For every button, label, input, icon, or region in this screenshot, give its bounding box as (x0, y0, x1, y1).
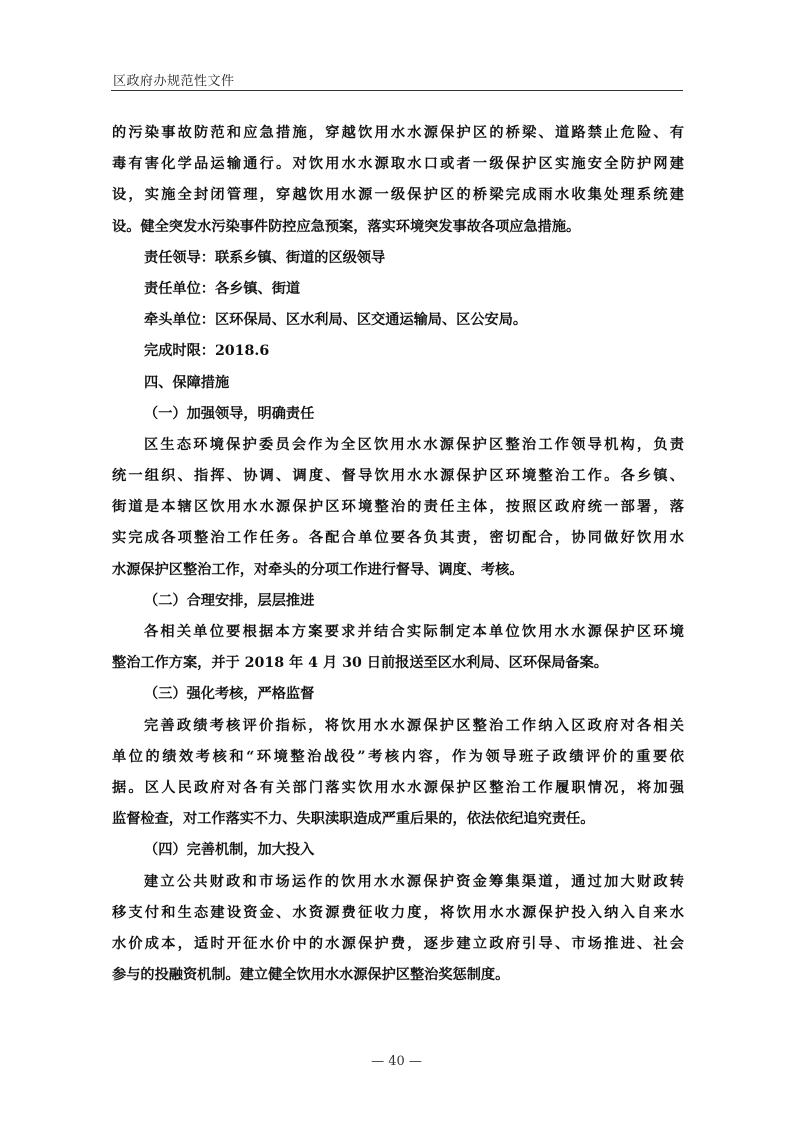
body-line: 统一组织、指挥、协调、调度、督导饮用水水源保护区环境整治工作。各乡镇、 (112, 468, 684, 485)
body-line: 区生态环境保护委员会作为全区饮用水水源保护区整治工作领导机构，负责 (144, 436, 684, 453)
body-line: 水源保护区整治工作，对牵头的分项工作进行督导、调度、考核。 (112, 561, 524, 578)
body-line: 的污染事故防范和应急措施，穿越饮用水水源保护区的桥梁、道路禁止危险、有 (112, 125, 684, 141)
body-line: 完善政绩考核评价指标，将饮用水水源保护区整治工作纳入区政府对各相关 (144, 717, 684, 734)
body-line: 街道是本辖区饮用水水源保护区环境整治的责任主体，按照区政府统一部署，落 (112, 499, 684, 516)
body-line: 设，实施全封闭管理，穿越饮用水源一级保护区的桥梁完成雨水收集处理系统建 (112, 187, 684, 204)
body-line: 责任单位：各乡镇、街道 (144, 280, 301, 297)
body-line: 完成时限：2018.6 (144, 343, 270, 360)
body-line: 整治工作方案，并于 2018 年 4 月 30 日前报送至区水利局、区环保局备案。 (112, 655, 608, 672)
body-line: 责任领导：联系乡镇、街道的区级领导 (144, 249, 386, 266)
body-line: （四）完善机制，加大投入 (144, 842, 315, 859)
body-line: 牵头单位：区环保局、区水利局、区交通运输局、区公安局。 (144, 312, 528, 329)
body-line: （三）强化考核，严格监督 (144, 686, 315, 703)
body-line: 各相关单位要根据本方案要求并结合实际制定本单位饮用水水源保护区环境 (144, 624, 684, 640)
body-line: （二）合理安排，层层推进 (144, 592, 315, 609)
body-line: 毒有害化学品运输通行。对饮用水水源取水口或者一级保护区实施安全防护网建 (112, 156, 684, 173)
header-divider (111, 90, 683, 91)
document-header: 区政府办规范性文件 (113, 74, 235, 89)
page-number: — 40 — (371, 1054, 422, 1069)
body-line: 移支付和生态建设资金、水资源费征收力度，将饮用水水源保护投入纳入自来水 (112, 904, 684, 921)
body-line: （一）加强领导，明确责任 (144, 405, 315, 422)
body-line: 建立公共财政和市场运作的饮用水水源保护资金筹集渠道，通过加大财政转 (144, 873, 684, 890)
body-line: 设。健全突发水污染事件防控应急预案，落实环境突发事故各项应急措施。 (112, 218, 581, 235)
body-line: 实完成各项整治工作任务。各配合单位要各负其责，密切配合，协同做好饮用水 (112, 530, 684, 547)
body-line: 参与的投融资机制。建立健全饮用水水源保护区整治奖惩制度。 (112, 967, 510, 984)
body-line: 水价成本，适时开征水价中的水源保护费，逐步建立政府引导、市场推进、社会 (112, 935, 684, 952)
body-line: 单位的绩效考核和“环境整治战役”考核内容，作为领导班子政绩评价的重要依 (112, 748, 684, 765)
body-line: 据。区人民政府对各有关部门落实饮用水水源保护区整治工作履职情况，将加强 (112, 779, 684, 796)
document-body (112, 118, 684, 991)
body-line: 四、保障措施 (144, 374, 230, 391)
body-line: 监督检查，对工作落实不力、失职渎职造成严重后果的，依法依纪追究责任。 (112, 811, 595, 828)
